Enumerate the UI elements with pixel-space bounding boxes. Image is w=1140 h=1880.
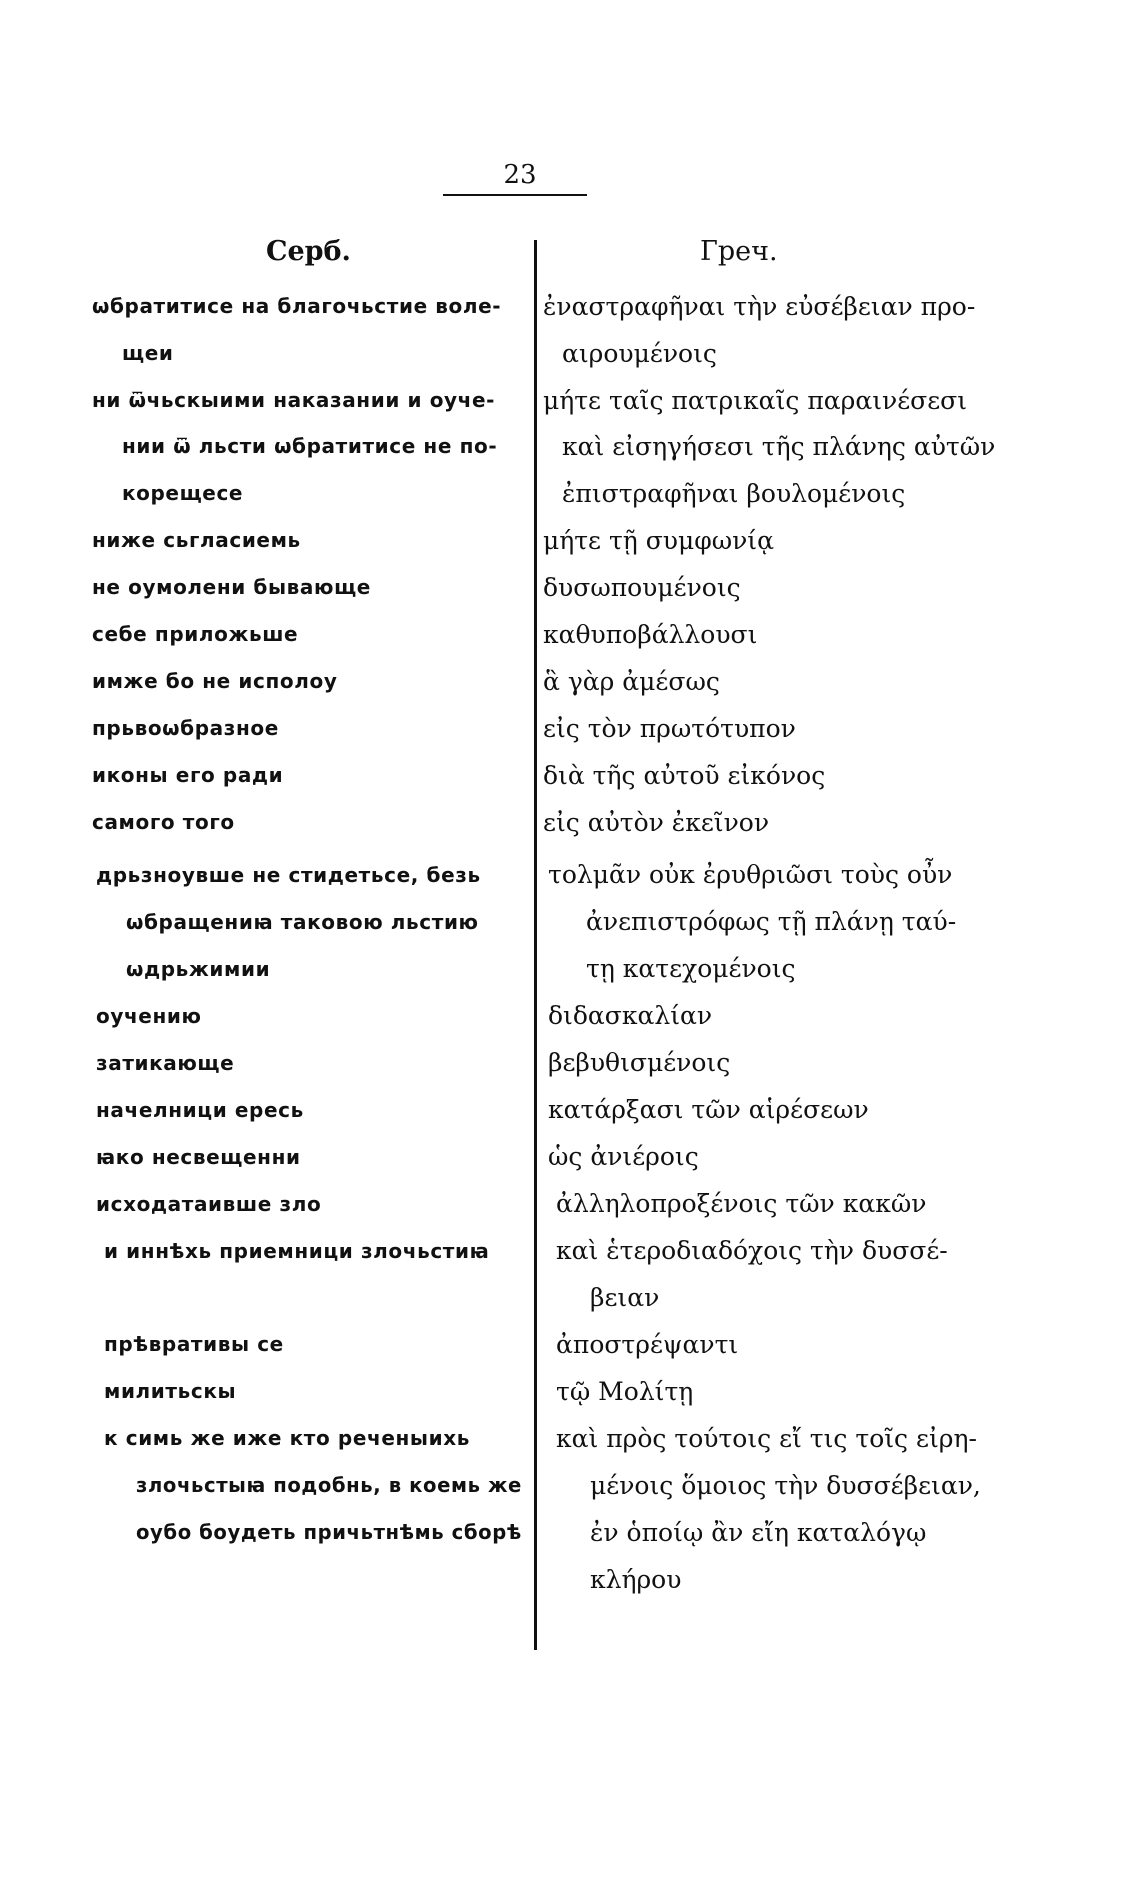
serbian-line: оубо боудеть причьтнѣмь сборѣ xyxy=(136,1520,522,1544)
greek-line: μένοις ὅμοιος τὴν δυσσέβειαν, xyxy=(590,1471,981,1500)
serbian-line: ꙗко несвещенни xyxy=(96,1145,301,1169)
greek-line: ἐπιστραφῆναι βουλομένοις xyxy=(562,479,906,508)
greek-line: βεβυθισμένοις xyxy=(548,1048,731,1077)
serbian-line: злочьстыꙗ подобнь, в коемь же xyxy=(136,1473,522,1497)
serbian-line: затикающе xyxy=(96,1051,235,1075)
greek-line: ἐν ὁποίῳ ἂν εἴη καταλόγῳ xyxy=(590,1518,927,1547)
greek-line: ἐναστραφῆναι τὴν εὐσέβειαν προ- xyxy=(543,292,976,321)
column-divider xyxy=(534,240,537,1650)
serbian-line: начелници ересь xyxy=(96,1098,304,1122)
greek-line: εἰς τὸν πρωτότυπον xyxy=(543,714,796,743)
serbian-line: себе приложьше xyxy=(92,622,299,646)
serbian-line: ѡбратитисе на благочьстие воле- xyxy=(92,294,502,318)
serbian-line: ни ѿчьскыими наказании и оуче- xyxy=(92,388,496,412)
greek-line: κατάρξασι τῶν αἱρέσεων xyxy=(548,1095,869,1124)
greek-line: μήτε ταῖς πατρικαῖς παραινέσεσι xyxy=(543,386,968,415)
greek-line: διδασκαλίαν xyxy=(548,1001,713,1030)
greek-line: καθυποβάλλουσι xyxy=(543,620,758,649)
serbian-line: к симь же иже кто реченыихь xyxy=(104,1426,470,1450)
greek-line: τολμᾶν οὐκ ἐρυθριῶσι τοὺς οὖν xyxy=(548,860,953,889)
serbian-line: не оумолени бывающе xyxy=(92,575,371,599)
greek-line: καὶ εἰσηγήσεσι τῆς πλάνης αὐτῶν xyxy=(562,432,996,461)
serbian-line: прѣвративы се xyxy=(104,1332,284,1356)
greek-line: μήτε τῇ συμφωνίᾳ xyxy=(543,526,774,555)
greek-line: ἃ γὰρ ἀμέσως xyxy=(543,667,720,696)
serbian-line: исходатаивше зло xyxy=(96,1192,322,1216)
serbian-line: щеи xyxy=(122,341,174,365)
serbian-line: ѡбращениꙗ таковою льстию xyxy=(126,910,479,934)
serbian-line: оучению xyxy=(96,1004,202,1028)
serbian-line: самого того xyxy=(92,810,235,834)
greek-line: εἰς αὐτὸν ἐκεῖνον xyxy=(543,808,770,837)
serbian-line: дрьзноувше не стидетьсе, безь xyxy=(96,863,481,887)
serbian-line: имже бо не исполоу xyxy=(92,669,338,693)
greek-line: διὰ τῆς αὐτοῦ εἰκόνος xyxy=(543,761,826,790)
greek-line: αιρουμένοις xyxy=(562,339,717,368)
serbian-line: иконы его ради xyxy=(92,763,284,787)
greek-line: καὶ ἑτεροδιαδόχοις τὴν δυσσέ- xyxy=(556,1236,948,1265)
greek-line: ὡς ἀνιέροις xyxy=(548,1142,699,1171)
greek-line: ἀνεπιστρόφως τῇ πλάνῃ ταύ- xyxy=(586,907,957,936)
serbian-line: милитьскы xyxy=(104,1379,237,1403)
greek-line: τῷ Μολίτῃ xyxy=(556,1377,694,1406)
serbian-line: нии ѿ льсти ѡбратитисе не по- xyxy=(122,434,498,458)
greek-line: δυσωπουμένοις xyxy=(543,573,741,602)
greek-line: τῃ κατεχομένοις xyxy=(586,954,796,983)
greek-line: ἀλληλοπροξένοις τῶν κακῶν xyxy=(556,1189,927,1218)
greek-line: ἀποστρέψαντι xyxy=(556,1330,739,1359)
greek-line: κλήρου xyxy=(590,1565,682,1594)
greek-line: βειαν xyxy=(590,1283,660,1312)
serbian-line: ѡдрьжимии xyxy=(126,957,271,981)
page-number: 23 xyxy=(503,160,537,190)
serbian-line: ниже сьгласиемь xyxy=(92,528,301,552)
serbian-line: корещесе xyxy=(122,481,244,505)
serbian-line: и иннѣхь приемници злочьстиꙗ xyxy=(104,1239,490,1263)
page-number-rule xyxy=(443,194,587,196)
greek-line: καὶ πρὸς τούτοις εἴ τις τοῖς εἰρη- xyxy=(556,1424,977,1453)
header-greek: Греч. xyxy=(700,236,778,267)
header-serbian: Серб. xyxy=(266,236,351,267)
serbian-line: прьвоѡбразное xyxy=(92,716,279,740)
